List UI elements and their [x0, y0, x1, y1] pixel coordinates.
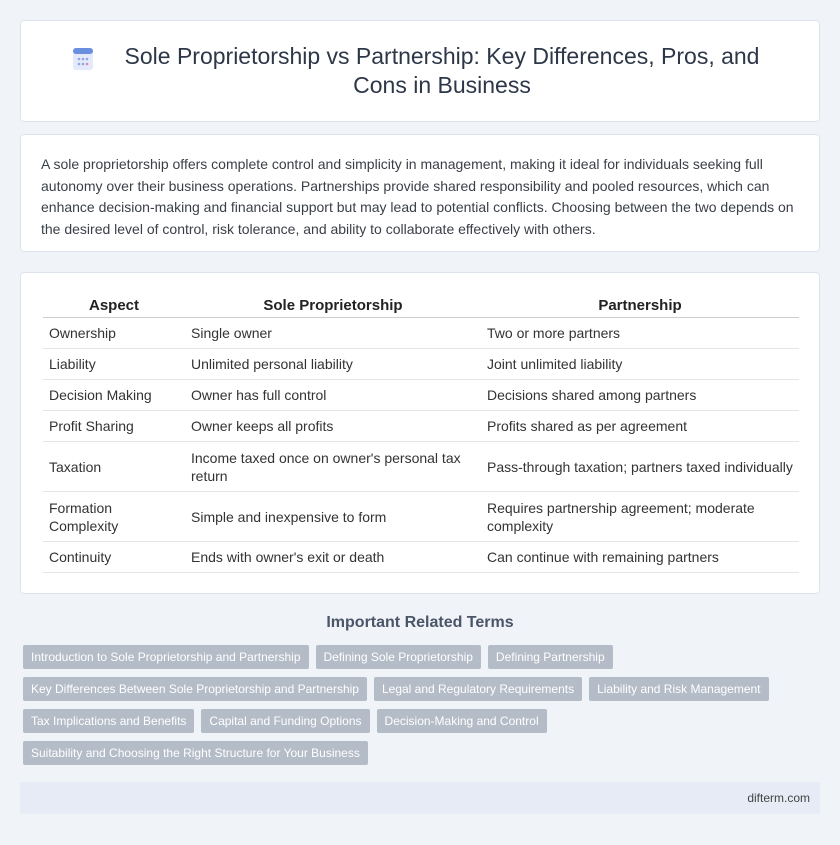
table-row: [43, 442, 799, 492]
table-cell: Pass-through taxation; partners taxed individually: [481, 442, 799, 492]
table-cell: Joint unlimited liability: [481, 349, 799, 380]
column-header-sole-proprietorship: Sole Proprietorship: [185, 293, 481, 318]
title-card: [20, 20, 820, 122]
tag-link[interactable]: Defining Partnership: [488, 645, 613, 669]
intro-paragraph: A sole proprietorship offers complete control and simplicity in management, making it ideal for individuals seeking full autonomy over their business operations. Partnerships provide shared responsibility and pooled resources, which can enhance decision-making and financial support but may lead to potential conflicts. Choosing between the two depends on the desired level of control, risk tolerance, and ability to collaborate effectively with others.: [41, 156, 794, 237]
intro-card: [20, 134, 820, 252]
tag-link[interactable]: Tax Implications and Benefits: [23, 709, 194, 733]
table-row: [43, 411, 799, 442]
table-cell: Profits shared as per agreement: [481, 411, 799, 442]
table-cell: Single owner: [185, 318, 481, 349]
table-row: [43, 492, 799, 542]
table-cell: Ownership: [43, 318, 185, 349]
table-row: [43, 380, 799, 411]
tag-row: [23, 741, 823, 765]
table-cell: Income taxed once on owner's personal tax return: [185, 442, 481, 492]
tag-link[interactable]: Defining Sole Proprietorship: [316, 645, 481, 669]
tag-link[interactable]: Key Differences Between Sole Proprietorship and Partnership: [23, 677, 367, 701]
tag-row: [23, 677, 823, 701]
title-wrap: [70, 42, 770, 100]
table-cell: Simple and inexpensive to form: [185, 492, 481, 542]
tag-row: [23, 645, 823, 669]
table-cell: Taxation: [43, 442, 185, 492]
tag-link[interactable]: Decision-Making and Control: [377, 709, 547, 733]
page-title: Sole Proprietorship vs Partnership: Key Differences, Pros, and Cons in Business: [124, 43, 760, 98]
table-row: [43, 318, 799, 349]
table-cell: Profit Sharing: [43, 411, 185, 442]
table-row: [43, 542, 799, 573]
table-cell: Owner keeps all profits: [185, 411, 481, 442]
tag-link[interactable]: Suitability and Choosing the Right Structure for Your Business: [23, 741, 368, 765]
table-header-row: [43, 293, 799, 318]
table-cell: Owner has full control: [185, 380, 481, 411]
related-terms-tags: [23, 645, 823, 773]
table-cell: Liability: [43, 349, 185, 380]
comparison-card: [20, 272, 820, 594]
tag-link[interactable]: Liability and Risk Management: [589, 677, 768, 701]
tag-link[interactable]: Legal and Regulatory Requirements: [374, 677, 582, 701]
table-cell: Two or more partners: [481, 318, 799, 349]
footer: [20, 782, 820, 814]
table-cell: Requires partnership agreement; moderate complexity: [481, 492, 799, 542]
table-cell: Unlimited personal liability: [185, 349, 481, 380]
column-header-aspect: Aspect: [43, 293, 185, 318]
table-cell: Formation Complexity: [43, 492, 185, 542]
table-cell: Decision Making: [43, 380, 185, 411]
table-cell: Can continue with remaining partners: [481, 542, 799, 573]
tag-link[interactable]: Capital and Funding Options: [201, 709, 369, 733]
column-header-partnership: Partnership: [481, 293, 799, 318]
comparison-table: [43, 293, 799, 573]
table-cell: Continuity: [43, 542, 185, 573]
table-row: [43, 349, 799, 380]
footer-site-link[interactable]: difterm.com: [747, 791, 810, 805]
related-terms-title: Important Related Terms: [326, 614, 514, 631]
tag-link[interactable]: Introduction to Sole Proprietorship and Partnership: [23, 645, 309, 669]
tag-row: [23, 709, 823, 733]
table-cell: Decisions shared among partners: [481, 380, 799, 411]
table-cell: Ends with owner's exit or death: [185, 542, 481, 573]
document-list-icon: [70, 46, 96, 72]
